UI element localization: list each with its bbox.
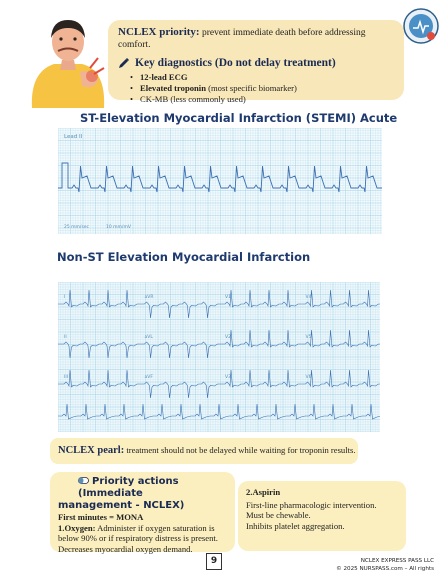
key-diagnostics-label: Key diagnostics (Do not delay treatment)	[135, 57, 336, 69]
oxygen-paragraph	[58, 523, 227, 555]
lead-label: V6	[305, 375, 312, 380]
key-diagnostics-card	[108, 20, 404, 104]
oxygen-text: Administer if oxygen saturation is below 90% or if respiratory distress is present. Decreases myocardial oxygen demand.	[58, 522, 218, 554]
lead-label: V5	[305, 335, 312, 340]
lead-label: V4	[305, 295, 312, 300]
gain-label: 10 mm/mV	[106, 225, 131, 230]
aspirin-line: Inhibits platelet aggregation.	[246, 520, 345, 531]
lead-label: V2	[225, 335, 231, 340]
aspirin-line: First-line pharmacologic intervention.	[246, 499, 377, 510]
nstemi-ecg-12-lead	[58, 282, 380, 432]
copyright: © 2025 NURSPASS.com – All rights	[336, 566, 434, 572]
priority-actions-title	[58, 476, 227, 512]
first-minutes: First minutes = MONA	[58, 512, 144, 522]
list-item	[130, 94, 394, 105]
priority-actions-box	[50, 472, 235, 552]
aspirin-box	[238, 481, 406, 551]
title-line1: Priority actions (Immediate	[78, 476, 179, 499]
lead-label: aVF	[144, 375, 153, 380]
lead-label: V1	[225, 295, 231, 300]
aspirin-line: Must be chewable.	[246, 510, 311, 521]
priority-label: NCLEX priority:	[118, 26, 200, 38]
nclex-priority	[118, 26, 394, 51]
pearl-text: treatment should not be delayed while waiting for troponin results.	[124, 445, 356, 455]
aspirin-title: 2.Aspirin	[246, 487, 281, 497]
company-name: NCLEX EXPRESS PASS LLC	[360, 558, 434, 564]
lead-label: I	[64, 295, 66, 300]
stemi-heading: ST-Elevation Myocardial Infarction (STEMI) Acute	[80, 111, 398, 125]
nclex-pearl	[50, 438, 358, 464]
list-item	[130, 72, 394, 83]
pearl-label: NCLEX pearl:	[58, 445, 125, 456]
oxygen-label: 1.Oxygen:	[58, 522, 96, 533]
nstemi-heading: Non-ST Elevation Myocardial Infarction	[57, 250, 311, 264]
item-text: (most specific biomarker)	[205, 83, 297, 93]
item-bold: 12-lead ECG	[140, 72, 188, 82]
item-text: CK-MB (less commonly used)	[140, 94, 246, 104]
speed-label: 25 mm/sec	[64, 225, 90, 230]
pencil-icon	[118, 57, 130, 69]
lead-label: aVR	[144, 295, 154, 300]
lead-label: II	[64, 335, 67, 340]
logo-badge-icon	[403, 8, 439, 44]
lead-label: Lead II	[64, 134, 83, 140]
footer-credit	[336, 557, 434, 573]
diagnostics-list	[118, 72, 394, 105]
page-number: 9	[206, 553, 222, 570]
lead-label: V3	[225, 375, 231, 380]
key-diagnostics-title	[118, 57, 394, 69]
lead-label: aVL	[144, 335, 153, 340]
pill-icon	[78, 476, 89, 485]
item-bold: Elevated troponin	[140, 83, 206, 93]
person-chest-pain-icon	[18, 8, 116, 108]
list-item	[130, 83, 394, 94]
stemi-ecg-strip	[58, 128, 382, 234]
lead-label: III	[64, 375, 68, 380]
title-line2: management - NCLEX)	[58, 500, 185, 511]
priority-text: prevent immediate death before addressing comfort.	[118, 28, 366, 50]
